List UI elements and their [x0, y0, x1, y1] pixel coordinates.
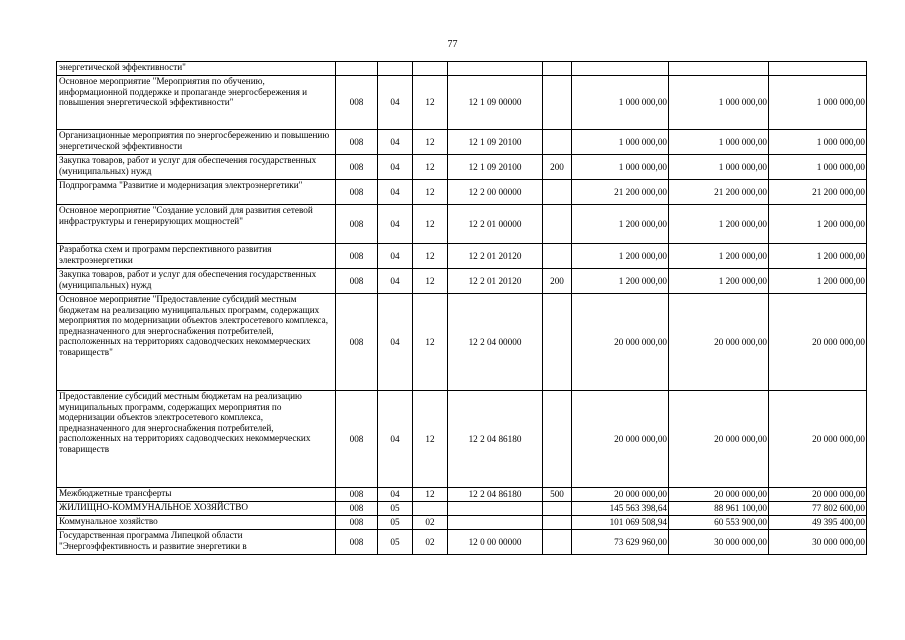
expense-type-cell [543, 62, 572, 76]
target-article-cell: 12 2 01 00000 [448, 205, 543, 244]
table-row [57, 391, 867, 488]
row-name-cell: Межбюджетные трансферты [57, 488, 336, 502]
section-code-cell: 05 [378, 530, 413, 555]
row-name-cell: энергетической эффективности" [57, 62, 336, 76]
budget-table [56, 61, 867, 555]
admin-code-cell: 008 [336, 294, 378, 391]
amount-year-1-cell: 1 000 000,00 [572, 155, 669, 180]
target-article-cell: 12 1 09 20100 [448, 155, 543, 180]
row-name-cell: Закупка товаров, работ и услуг для обеспечения государственных (муниципальных) нужд [57, 155, 336, 180]
subsection-code-cell: 02 [413, 516, 448, 530]
expense-type-cell: 500 [543, 488, 572, 502]
target-article-cell: 12 2 01 20120 [448, 269, 543, 294]
table-row [57, 180, 867, 205]
target-article-cell: 12 0 00 00000 [448, 530, 543, 555]
admin-code-cell: 008 [336, 130, 378, 155]
admin-code-cell [336, 62, 378, 76]
section-code-cell: 04 [378, 269, 413, 294]
section-code-cell: 04 [378, 205, 413, 244]
subsection-code-cell: 02 [413, 530, 448, 555]
section-code-cell: 05 [378, 502, 413, 516]
amount-year-2-cell: 21 200 000,00 [669, 180, 769, 205]
amount-year-2-cell: 30 000 000,00 [669, 530, 769, 555]
expense-type-cell [543, 530, 572, 555]
subsection-code-cell: 12 [413, 391, 448, 488]
target-article-cell: 12 1 09 00000 [448, 76, 543, 130]
amount-year-2-cell: 20 000 000,00 [669, 391, 769, 488]
section-code-cell: 04 [378, 180, 413, 205]
amount-year-1-cell: 21 200 000,00 [572, 180, 669, 205]
row-name-cell: Разработка схем и программ перспективного развития электроэнергетики [57, 244, 336, 269]
subsection-code-cell: 12 [413, 155, 448, 180]
row-name-cell: Организационные мероприятия по энергосбережению и повышению энергетической эффективности [57, 130, 336, 155]
expense-type-cell [543, 205, 572, 244]
expense-type-cell [543, 76, 572, 130]
amount-year-2-cell: 1 200 000,00 [669, 205, 769, 244]
table-row [57, 76, 867, 130]
target-article-cell [448, 516, 543, 530]
amount-year-2-cell: 1 200 000,00 [669, 269, 769, 294]
amount-year-2-cell: 60 553 900,00 [669, 516, 769, 530]
amount-year-1-cell: 1 200 000,00 [572, 244, 669, 269]
amount-year-3-cell [769, 62, 867, 76]
amount-year-3-cell: 21 200 000,00 [769, 180, 867, 205]
amount-year-1-cell: 1 200 000,00 [572, 269, 669, 294]
amount-year-2-cell: 1 000 000,00 [669, 76, 769, 130]
table-row [57, 130, 867, 155]
section-code-cell: 04 [378, 130, 413, 155]
amount-year-1-cell: 1 000 000,00 [572, 130, 669, 155]
section-code-cell: 04 [378, 488, 413, 502]
expense-type-cell [543, 294, 572, 391]
table-row [57, 62, 867, 76]
amount-year-2-cell: 1 200 000,00 [669, 244, 769, 269]
subsection-code-cell: 12 [413, 294, 448, 391]
expense-type-cell [543, 516, 572, 530]
admin-code-cell: 008 [336, 530, 378, 555]
amount-year-2-cell [669, 62, 769, 76]
row-name-cell: Закупка товаров, работ и услуг для обеспечения государственных (муниципальных) нужд [57, 269, 336, 294]
admin-code-cell: 008 [336, 180, 378, 205]
admin-code-cell: 008 [336, 391, 378, 488]
amount-year-3-cell: 1 200 000,00 [769, 244, 867, 269]
table-row [57, 205, 867, 244]
subsection-code-cell: 12 [413, 488, 448, 502]
row-name-cell: Подпрограмма "Развитие и модернизация электроэнергетики" [57, 180, 336, 205]
section-code-cell: 04 [378, 76, 413, 130]
table-row [57, 269, 867, 294]
table-row [57, 244, 867, 269]
table-row [57, 502, 867, 516]
amount-year-3-cell: 1 200 000,00 [769, 205, 867, 244]
amount-year-1-cell [572, 62, 669, 76]
table-row [57, 155, 867, 180]
subsection-code-cell: 12 [413, 130, 448, 155]
amount-year-3-cell: 77 802 600,00 [769, 502, 867, 516]
expense-type-cell [543, 244, 572, 269]
table-row [57, 530, 867, 555]
amount-year-1-cell: 20 000 000,00 [572, 294, 669, 391]
subsection-code-cell: 12 [413, 180, 448, 205]
amount-year-3-cell: 1 200 000,00 [769, 269, 867, 294]
subsection-code-cell: 12 [413, 269, 448, 294]
target-article-cell: 12 2 04 00000 [448, 294, 543, 391]
section-code-cell: 04 [378, 244, 413, 269]
table-row [57, 294, 867, 391]
target-article-cell [448, 502, 543, 516]
table-body [57, 62, 867, 555]
target-article-cell: 12 2 04 86180 [448, 391, 543, 488]
row-name-cell: Основное мероприятие "Предоставление субсидий местным бюджетам на реализацию муниципальных программ, содержащих мероприятия по модернизации объектов электросетевого комплекса, предназначенного для энергоснабжения потребителей, расположенных на территориях садоводческих некоммерческих товариществ" [57, 294, 336, 391]
subsection-code-cell [413, 62, 448, 76]
admin-code-cell: 008 [336, 488, 378, 502]
page-number: 77 [447, 39, 458, 50]
target-article-cell: 12 2 00 00000 [448, 180, 543, 205]
amount-year-1-cell: 20 000 000,00 [572, 391, 669, 488]
amount-year-3-cell: 20 000 000,00 [769, 391, 867, 488]
amount-year-2-cell: 1 000 000,00 [669, 130, 769, 155]
row-name-cell: Коммунальное хозяйство [57, 516, 336, 530]
admin-code-cell: 008 [336, 205, 378, 244]
amount-year-1-cell: 145 563 398,64 [572, 502, 669, 516]
row-name-cell: Основное мероприятие "Мероприятия по обучению, информационной поддержке и пропаганде энергосбережения и повышения энергетической эффективности" [57, 76, 336, 130]
expense-type-cell [543, 502, 572, 516]
amount-year-3-cell: 1 000 000,00 [769, 130, 867, 155]
table-row [57, 488, 867, 502]
target-article-cell: 12 2 01 20120 [448, 244, 543, 269]
amount-year-2-cell: 20 000 000,00 [669, 294, 769, 391]
target-article-cell [448, 62, 543, 76]
table-row [57, 516, 867, 530]
amount-year-3-cell: 20 000 000,00 [769, 488, 867, 502]
target-article-cell: 12 2 04 86180 [448, 488, 543, 502]
expense-type-cell [543, 391, 572, 488]
amount-year-3-cell: 49 395 400,00 [769, 516, 867, 530]
section-code-cell: 04 [378, 155, 413, 180]
row-name-cell: ЖИЛИЩНО-КОММУНАЛЬНОЕ ХОЗЯЙСТВО [57, 502, 336, 516]
subsection-code-cell [413, 502, 448, 516]
admin-code-cell: 008 [336, 516, 378, 530]
section-code-cell: 04 [378, 391, 413, 488]
row-name-cell: Государственная программа Липецкой области "Энергоэффективность и развитие энергетики в [57, 530, 336, 555]
expense-type-cell: 200 [543, 155, 572, 180]
amount-year-3-cell: 1 000 000,00 [769, 155, 867, 180]
amount-year-1-cell: 101 069 508,94 [572, 516, 669, 530]
amount-year-1-cell: 20 000 000,00 [572, 488, 669, 502]
section-code-cell [378, 62, 413, 76]
expense-type-cell [543, 180, 572, 205]
amount-year-3-cell: 1 000 000,00 [769, 76, 867, 130]
subsection-code-cell: 12 [413, 205, 448, 244]
amount-year-2-cell: 88 961 100,00 [669, 502, 769, 516]
admin-code-cell: 008 [336, 76, 378, 130]
row-name-cell: Предоставление субсидий местным бюджетам на реализацию муниципальных программ, содержащих мероприятия по модернизации объектов электросетевого комплекса, предназначенного для энергоснабжения потребителей, расположенных на территориях садоводческих некоммерческих товариществ [57, 391, 336, 488]
subsection-code-cell: 12 [413, 244, 448, 269]
target-article-cell: 12 1 09 20100 [448, 130, 543, 155]
amount-year-1-cell: 1 200 000,00 [572, 205, 669, 244]
admin-code-cell: 008 [336, 155, 378, 180]
section-code-cell: 04 [378, 294, 413, 391]
amount-year-1-cell: 73 629 960,00 [572, 530, 669, 555]
admin-code-cell: 008 [336, 502, 378, 516]
amount-year-2-cell: 20 000 000,00 [669, 488, 769, 502]
amount-year-3-cell: 30 000 000,00 [769, 530, 867, 555]
row-name-cell: Основное мероприятие "Создание условий для развития сетевой инфраструктуры и генерирующих мощностей" [57, 205, 336, 244]
admin-code-cell: 008 [336, 269, 378, 294]
expense-type-cell [543, 130, 572, 155]
amount-year-1-cell: 1 000 000,00 [572, 76, 669, 130]
expense-type-cell: 200 [543, 269, 572, 294]
subsection-code-cell: 12 [413, 76, 448, 130]
admin-code-cell: 008 [336, 244, 378, 269]
amount-year-2-cell: 1 000 000,00 [669, 155, 769, 180]
amount-year-3-cell: 20 000 000,00 [769, 294, 867, 391]
section-code-cell: 05 [378, 516, 413, 530]
